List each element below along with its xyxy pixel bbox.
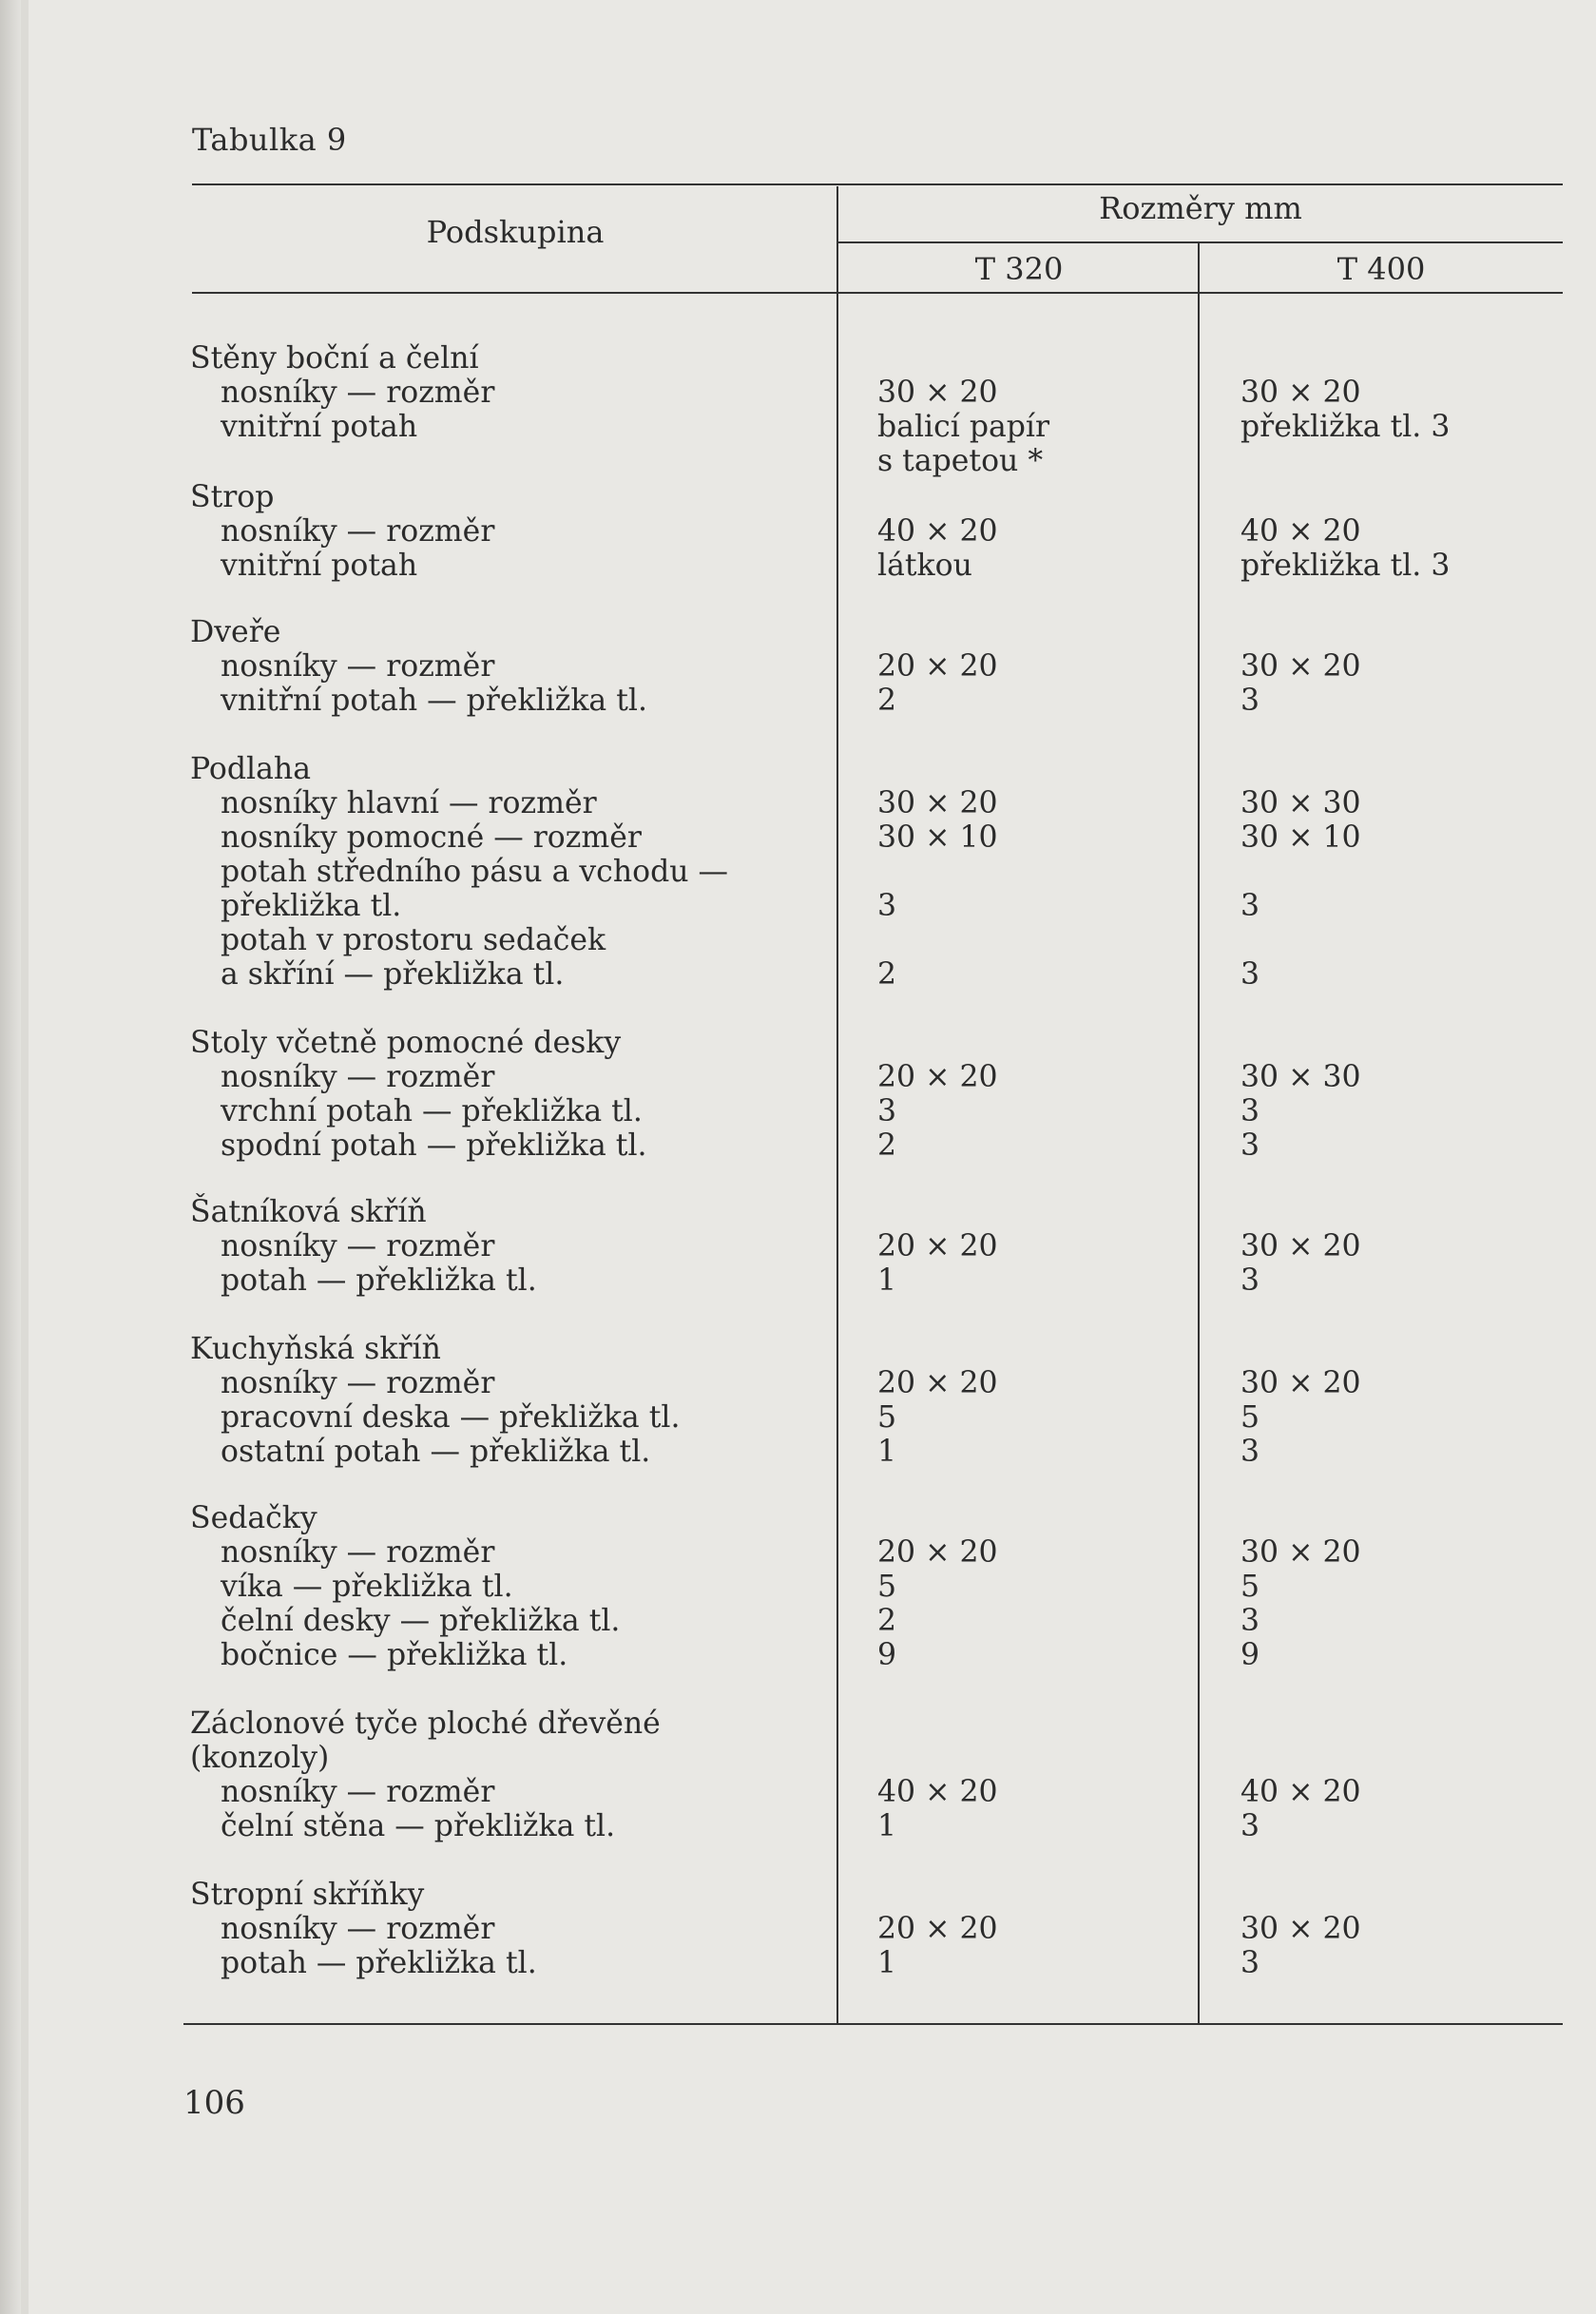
header-rozmery: Rozměry mm (1099, 190, 1302, 226)
table-row (221, 1230, 1589, 1263)
section-title: (konzoly) (190, 1741, 330, 1775)
cell-t320: 30 × 20 (877, 786, 998, 820)
cell-t400: 3 (1240, 1128, 1260, 1163)
table-row (221, 1947, 1589, 1979)
row-label: pracovní deska — překližka tl. (221, 1400, 681, 1435)
cell-t320: 1 (877, 1809, 897, 1843)
table-row (221, 890, 1589, 922)
header-bottom-rule (192, 292, 1563, 294)
cell-t320: 20 × 20 (877, 1912, 998, 1946)
row-label: nosníky hlavní — rozměr (221, 786, 597, 820)
cell-t400: 5 (1240, 1400, 1260, 1435)
cell-t400: 3 (1240, 1094, 1260, 1128)
section-title: Podlaha (190, 752, 311, 786)
table-row (221, 1095, 1589, 1128)
cell-t400: 30 × 20 (1240, 1366, 1361, 1400)
cell-t400: 30 × 20 (1240, 1229, 1361, 1263)
table-row (221, 1810, 1589, 1842)
cell-t320: 2 (877, 1128, 897, 1163)
header-t400: T 400 (1336, 251, 1426, 287)
cell-t320: 30 × 20 (877, 376, 998, 410)
row-label: potah — překližka tl. (221, 1946, 537, 1980)
table-row (221, 650, 1589, 683)
row-label: nosníky — rozměr (221, 1229, 495, 1263)
table-row (221, 856, 1589, 888)
cell-t320: 2 (877, 957, 897, 992)
cell-t400: 30 × 20 (1240, 376, 1361, 410)
cell-t400: 30 × 20 (1240, 1912, 1361, 1946)
row-label: vnitřní potah — překližka tl. (221, 684, 647, 718)
cell-t400: 3 (1240, 1263, 1260, 1298)
row-label: ostatní potah — překližka tl. (221, 1435, 651, 1469)
section-title: Stoly včetně pomocné desky (190, 1026, 622, 1060)
table-row (221, 1264, 1589, 1297)
row-label: nosníky — rozměr (221, 376, 495, 410)
cell-t320: 40 × 20 (877, 514, 998, 549)
cell-t320: 20 × 20 (877, 1366, 998, 1400)
table-row (221, 924, 1589, 956)
table-row (190, 1879, 1559, 1911)
row-label: spodní potah — překližka tl. (221, 1128, 647, 1163)
cell-t400: 5 (1240, 1570, 1260, 1604)
section-title: Záclonové tyče ploché dřevěné (190, 1707, 661, 1741)
cell-t320: s tapetou * (877, 444, 1044, 478)
row-label: potah středního pásu a vchodu — (221, 855, 729, 889)
table-row (221, 1061, 1589, 1093)
cell-t400: 3 (1240, 957, 1260, 992)
table-row (190, 1027, 1559, 1059)
cell-t400: 30 × 10 (1240, 820, 1361, 855)
cell-t320: 20 × 20 (877, 649, 998, 684)
cell-t400: 40 × 20 (1240, 514, 1361, 549)
table-bottom-rule (183, 2023, 1563, 2025)
row-label: vrchní potah — překližka tl. (221, 1094, 643, 1128)
cell-t400: 3 (1240, 684, 1260, 718)
table-row (221, 1536, 1589, 1569)
row-label: překližka tl. (221, 889, 402, 923)
cell-t320: 1 (877, 1263, 897, 1298)
cell-t400: překližka tl. 3 (1240, 549, 1451, 583)
table-row (221, 1367, 1589, 1399)
cell-t320: 3 (877, 889, 897, 923)
cell-t400: 3 (1240, 1946, 1260, 1980)
row-label: bočnice — překližka tl. (221, 1638, 568, 1672)
row-label: a skříní — překližka tl. (221, 957, 565, 992)
cell-t320: 20 × 20 (877, 1060, 998, 1094)
section-title: Stropní skříňky (190, 1878, 425, 1912)
table-row (221, 1639, 1589, 1671)
table-row (190, 1707, 1559, 1740)
row-label: potah v prostoru sedaček (221, 923, 606, 957)
cell-t320: 20 × 20 (877, 1229, 998, 1263)
cell-t320: 2 (877, 1604, 897, 1638)
cell-t320: látkou (877, 549, 972, 583)
cell-t400: 3 (1240, 1809, 1260, 1843)
cell-t320: 2 (877, 684, 897, 718)
table-row (221, 550, 1589, 582)
header-podskupina: Podskupina (426, 214, 605, 250)
table-row (221, 376, 1589, 409)
row-label: vnitřní potah (221, 549, 418, 583)
row-label: nosníky — rozměr (221, 1535, 495, 1570)
section-title: Sedačky (190, 1501, 317, 1535)
cell-t400: 3 (1240, 889, 1260, 923)
row-label: čelní stěna — překližka tl. (221, 1809, 616, 1843)
page-number: 106 (183, 2084, 245, 2122)
section-title: Strop (190, 480, 275, 514)
table-row (221, 787, 1589, 820)
cell-t400: 40 × 20 (1240, 1775, 1361, 1809)
table-row (190, 616, 1559, 648)
table-row (221, 1401, 1589, 1434)
cell-t400: překližka tl. 3 (1240, 410, 1451, 444)
row-label: nosníky — rozměr (221, 1775, 495, 1809)
cell-t400: 30 × 30 (1240, 786, 1361, 820)
table-top-rule (192, 183, 1563, 185)
table-row (190, 1333, 1559, 1365)
cell-t400: 3 (1240, 1604, 1260, 1638)
header-t320: T 320 (974, 251, 1064, 287)
table-row (190, 1196, 1559, 1228)
row-label: nosníky — rozměr (221, 1366, 495, 1400)
table-row (221, 515, 1589, 548)
row-label: potah — překližka tl. (221, 1263, 537, 1298)
cell-t320: 1 (877, 1435, 897, 1469)
row-label: nosníky — rozměr (221, 1060, 495, 1094)
header-sub-rule (838, 241, 1563, 243)
cell-t320: 3 (877, 1094, 897, 1128)
section-title: Stěny boční a čelní (190, 341, 479, 376)
row-label: čelní desky — překližka tl. (221, 1604, 621, 1638)
table-row (190, 1742, 1559, 1774)
cell-t400: 30 × 20 (1240, 649, 1361, 684)
table-row (221, 1129, 1589, 1162)
table-title: Tabulka 9 (192, 122, 347, 158)
table-row (221, 821, 1589, 854)
cell-t320: 30 × 10 (877, 820, 998, 855)
table-row (190, 481, 1559, 513)
row-label: nosníky — rozměr (221, 514, 495, 549)
cell-t320: balicí papír (877, 410, 1050, 444)
cell-t400: 30 × 30 (1240, 1060, 1361, 1094)
cell-t320: 20 × 20 (877, 1535, 998, 1570)
cell-t320: 9 (877, 1638, 897, 1672)
table-row (221, 1436, 1589, 1468)
table-row (221, 411, 1589, 443)
cell-t400: 30 × 20 (1240, 1535, 1361, 1570)
section-title: Šatníková skříň (190, 1195, 427, 1229)
cell-t400: 9 (1240, 1638, 1260, 1672)
table-row (190, 1502, 1559, 1534)
table-row (221, 958, 1589, 991)
cell-t320: 5 (877, 1570, 897, 1604)
section-title: Kuchyňská skříň (190, 1332, 441, 1366)
table-row (221, 1571, 1589, 1603)
table-row (221, 1605, 1589, 1637)
row-label: nosníky — rozměr (221, 649, 495, 684)
table-row (190, 342, 1559, 375)
table-row (221, 1913, 1589, 1945)
row-label: vnitřní potah (221, 410, 418, 444)
cell-t400: 3 (1240, 1435, 1260, 1469)
cell-t320: 5 (877, 1400, 897, 1435)
table-row (221, 685, 1589, 717)
row-label: víka — překližka tl. (221, 1570, 513, 1604)
table-row (190, 753, 1559, 785)
cell-t320: 1 (877, 1946, 897, 1980)
row-label: nosníky pomocné — rozměr (221, 820, 642, 855)
cell-t320: 40 × 20 (877, 1775, 998, 1809)
section-title: Dveře (190, 615, 281, 649)
table-row (221, 1776, 1589, 1808)
row-label: nosníky — rozměr (221, 1912, 495, 1946)
